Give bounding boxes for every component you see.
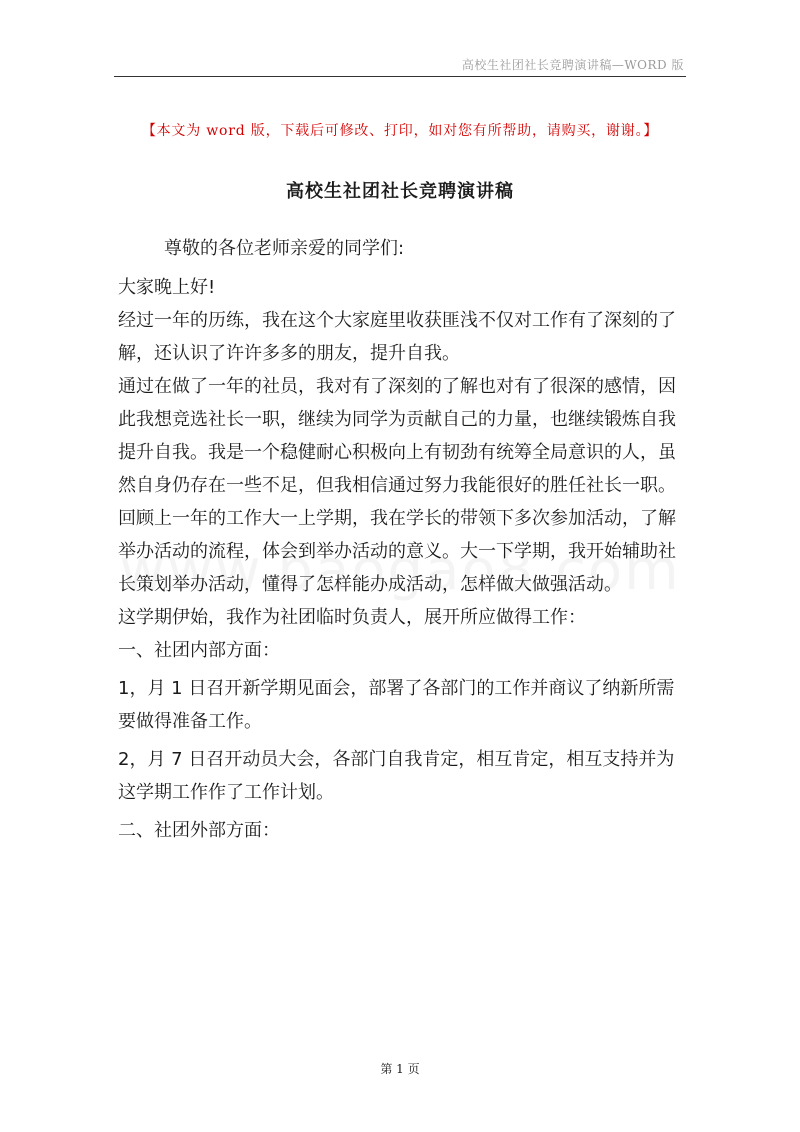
document-title: 高校生社团社长竞聘演讲稿: [286, 181, 514, 202]
paragraph: 这学期伊始，我作为社团临时负责人，展开所应做得工作：: [118, 607, 586, 628]
document-body: [118, 232, 688, 847]
paragraph: 经过一年的历练，我在这个大家庭里收获匪浅不仅对工作有了深刻的了解，还认识了许许多多的朋友，提升自我。: [118, 310, 676, 364]
section-heading: 二、社团外部方面：: [118, 820, 280, 841]
running-header: 高校生社团社长竞聘演讲稿—WORD 版: [461, 58, 684, 72]
paragraph: 回顾上一年的工作大一上学期，我在学长的带领下多次参加活动，了解举办活动的流程，体会到举办活动的意义。大一下学期，我开始辅助社长策划举办活动，懂得了怎样能办成活动，怎样做大做强活动。: [118, 508, 676, 595]
purchase-notice: 【本文为 word 版，下载后可修改、打印，如对您有所帮助，请购买，谢谢。】: [141, 123, 659, 139]
greeting: 大家晚上好!: [118, 277, 216, 298]
section-heading: 一、社团内部方面：: [118, 640, 280, 661]
page-number: 第 1 页: [380, 1062, 420, 1076]
salutation: 尊敬的各位老师亲爱的同学们:: [164, 238, 405, 259]
header-divider: [114, 76, 686, 77]
list-item: 1，月 1 日召开新学期见面会，部署了各部门的工作并商议了纳新所需要做得准备工作。: [118, 678, 675, 732]
paragraph: 通过在做了一年的社员，我对有了深刻的了解也对有了很深的感情，因此我想竞选社长一职，继续为同学为贡献自己的力量，也继续锻炼自我提升自我。我是一个稳健耐心积极向上有韧劲有统筹全局意识的人，虽然自身仍存在一些不足，但我相信通过努力我能很好的胜任社长一职。: [118, 376, 676, 496]
list-item: 2，月 7 日召开动员大会，各部门自我肯定，相互肯定，相互支持并为这学期工作作了工作计划。: [118, 749, 675, 803]
